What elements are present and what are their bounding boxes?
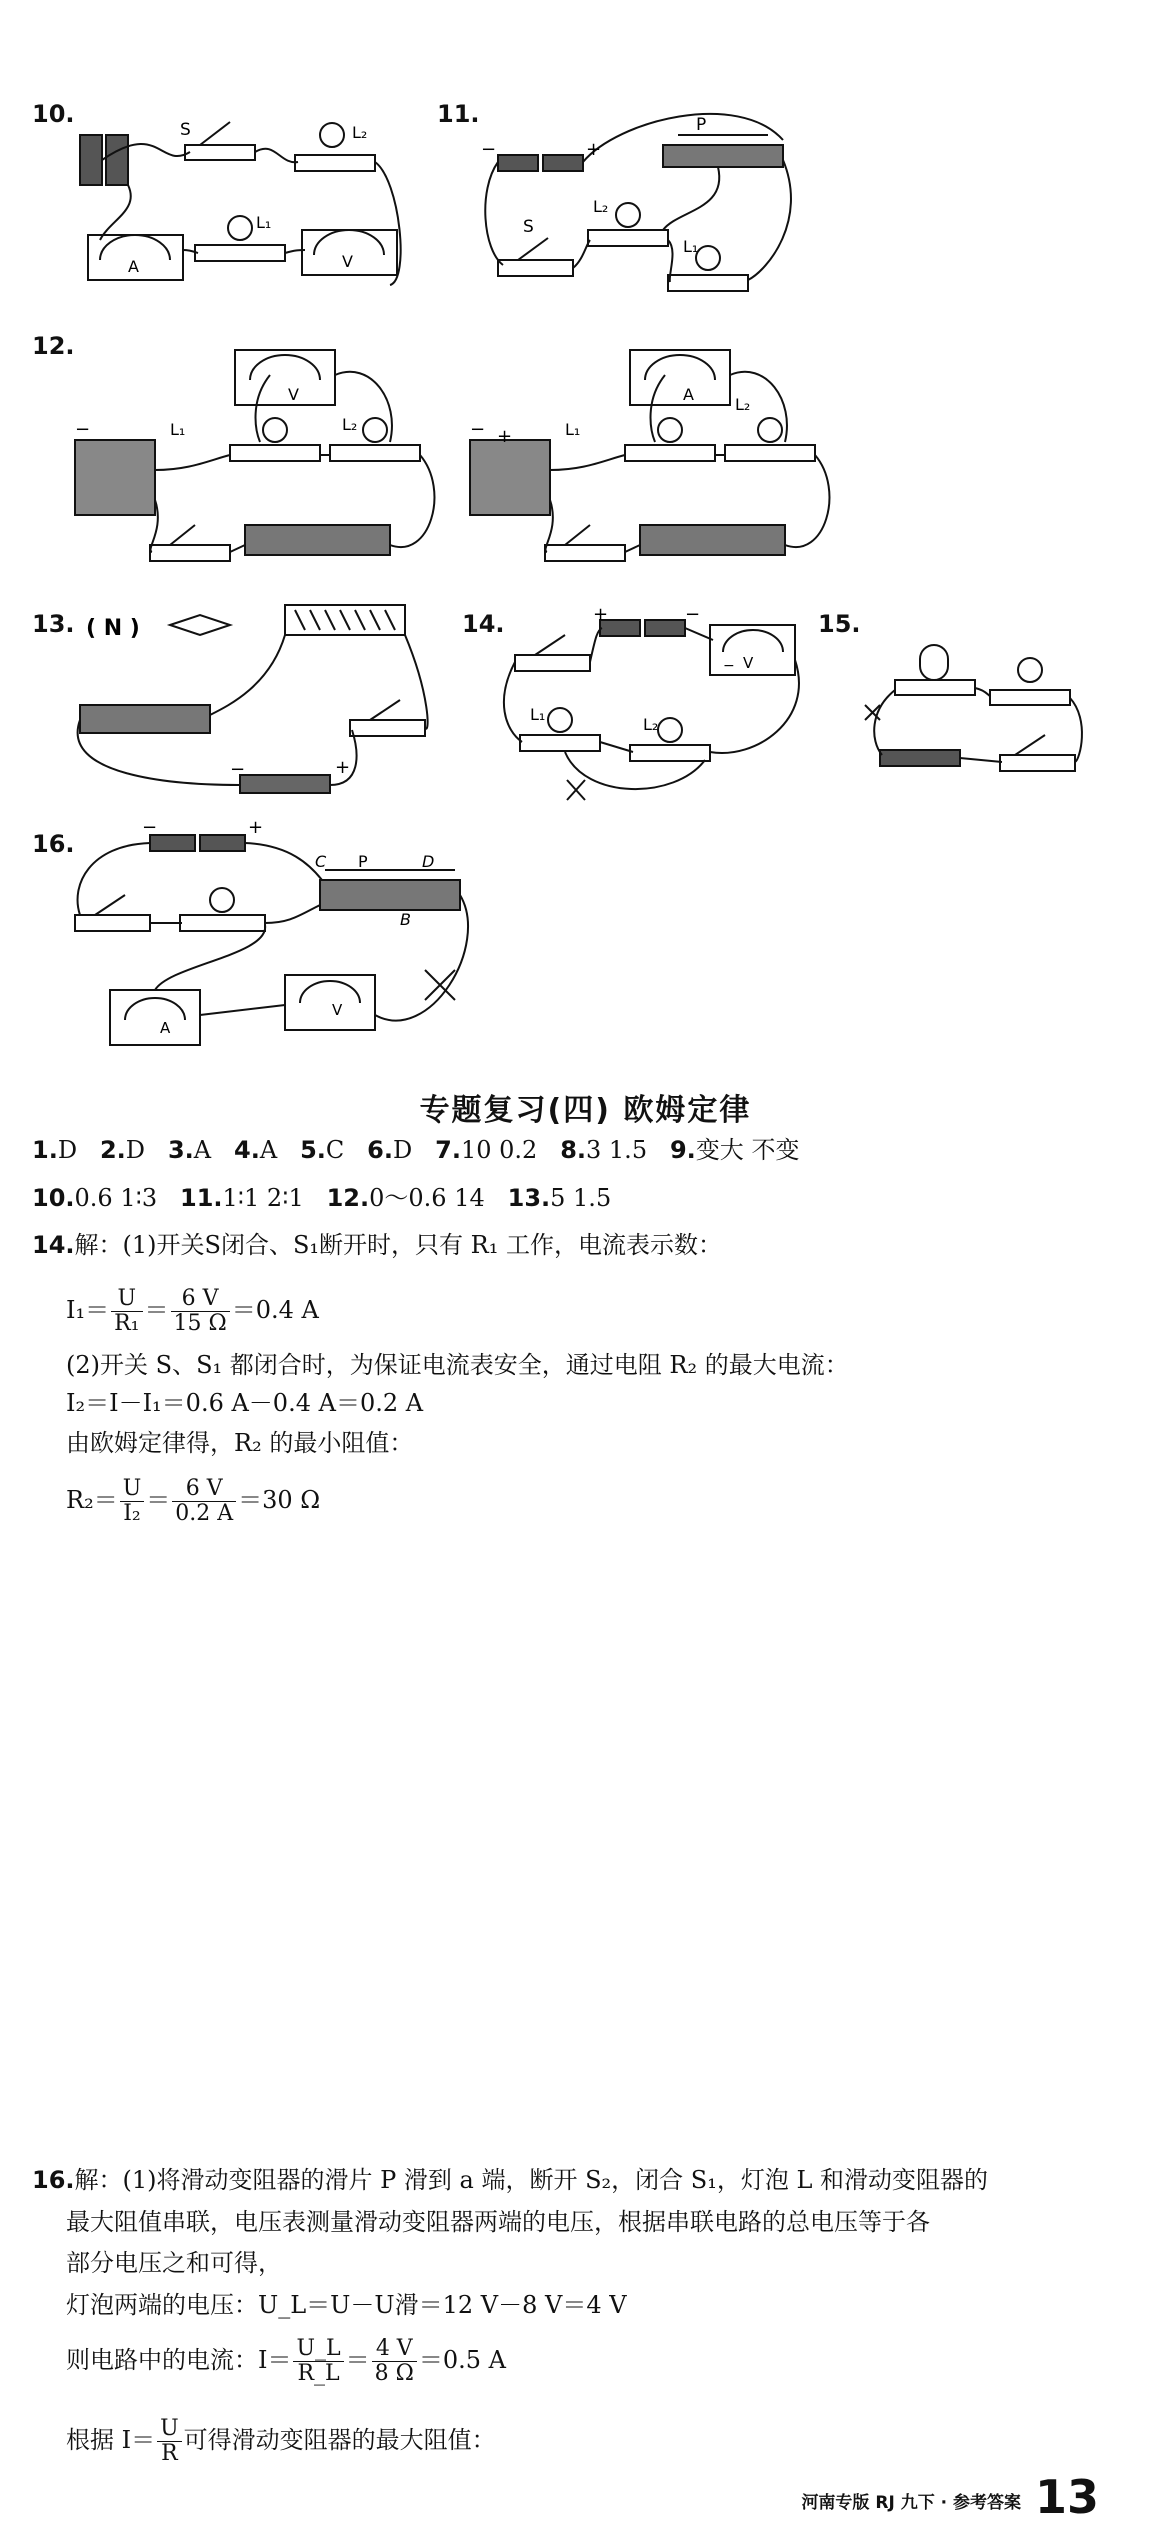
q14-line-4: I₂＝I－I₁＝0.6 A－0.4 A＝0.2 A	[66, 1389, 424, 1417]
q14-line-5: 由欧姆定律得，R₂ 的最小阻值：	[66, 1429, 414, 1457]
svg-text:B: B	[400, 910, 411, 929]
svg-text:C: C	[315, 852, 327, 871]
svg-text:L₂: L₂	[735, 395, 751, 414]
svg-text:P: P	[696, 115, 707, 135]
q14-line-6: R₂＝ $\frac{U}{\text{I₂}}$ ＝ $\frac{6 V}{0.2 A}$ ＝30 Ω	[66, 1476, 321, 1526]
q14-line-2: I₁＝ $\frac{U}{\text{R₁}}$ ＝ $\frac{6 V}{15 \Omega}$ ＝0.4 A	[66, 1286, 319, 1336]
circuit-figure-13	[70, 595, 450, 805]
svg-text:+: +	[335, 757, 351, 778]
q14-line-1: 14.解：(1)开关S闭合、S₁断开时，只有 R₁ 工作，电流表示数：	[32, 1231, 722, 1259]
svg-text:L₁: L₁	[530, 705, 546, 724]
q16-line-3: 部分电压之和可得，	[66, 2249, 282, 2277]
svg-text:V: V	[743, 654, 754, 672]
label-V: V	[342, 252, 353, 271]
svg-text:L₂: L₂	[593, 197, 609, 216]
section-title: 专题复习(四) 欧姆定律	[419, 1093, 752, 1128]
q13-label: 13.	[32, 610, 75, 638]
svg-text:−: −	[723, 658, 735, 674]
q10-label: 10.	[32, 100, 75, 128]
svg-text:+: +	[586, 139, 602, 160]
circuit-figure-11	[478, 100, 818, 310]
svg-text:L₂: L₂	[342, 415, 358, 434]
svg-text:L₁: L₁	[683, 237, 699, 256]
q14-line-3: (2)开关 S、S₁ 都闭合时，为保证电流表安全，通过电阻 R₂ 的最大电流：	[66, 1351, 849, 1379]
svg-text:+: +	[497, 426, 513, 447]
svg-text:−: −	[230, 759, 246, 780]
label-N: ( N )	[86, 616, 140, 641]
svg-text:A: A	[160, 1019, 171, 1037]
q12-label: 12.	[32, 332, 75, 360]
circuit-figure-14	[495, 600, 805, 820]
label-L1: L₁	[256, 213, 272, 232]
label-S: S	[180, 120, 191, 140]
svg-text:A: A	[683, 385, 694, 404]
svg-text:V: V	[332, 1001, 343, 1019]
q16-line-5: 则电路中的电流：I＝ $\frac{U\_L}{R\_L}$ ＝ $\frac{4 V}{8 \Omega}$ ＝0.5 A	[66, 2336, 507, 2386]
page-number: 13	[1034, 2470, 1099, 2524]
svg-text:L₁: L₁	[170, 420, 186, 439]
q14-label: 14.	[462, 610, 505, 638]
svg-text:+: +	[248, 817, 264, 838]
svg-text:+: +	[593, 604, 609, 625]
svg-text:−: −	[481, 139, 497, 160]
svg-text:P: P	[358, 852, 368, 871]
answers-row-1: 1.D 2.D 3.A 4.A 5.C 6.D 7.10 0.2 8.3 1.5 9.变大 不变	[32, 1136, 800, 1164]
q11-label: 11.	[437, 100, 480, 128]
circuit-figure-10	[70, 100, 410, 315]
label-L2: L₂	[352, 123, 368, 142]
svg-text:−: −	[685, 604, 701, 625]
q16-label: 16.	[32, 830, 75, 858]
answers-row-2: 10.0.6 1∶3 11.1∶1 2∶1 12.0～0.6 14 13.5 1.5	[32, 1184, 612, 1212]
svg-text:−: −	[142, 817, 158, 838]
svg-text:L₁: L₁	[565, 420, 581, 439]
svg-text:S: S	[523, 217, 534, 237]
q16-line-4: 灯泡两端的电压：U_L＝U－U滑＝12 V－8 V＝4 V	[66, 2291, 627, 2319]
svg-text:L₂: L₂	[643, 715, 659, 734]
q15-label: 15.	[818, 610, 861, 638]
footer-text: 河南专版 RJ 九下 · 参考答案	[801, 2493, 1021, 2513]
label-A: A	[128, 257, 139, 276]
q16-line-6: 根据 I＝ $\frac{U}{R}$ 可得滑动变阻器的最大阻值：	[66, 2416, 496, 2466]
svg-text:V: V	[288, 385, 299, 404]
svg-text:−: −	[75, 419, 91, 440]
svg-text:−: −	[470, 419, 486, 440]
circuit-figure-15	[850, 610, 1090, 785]
q16-line-1: 16.解：(1)将滑动变阻器的滑片 P 滑到 a 端，断开 S₂，闭合 S₁，灯泡 L 和滑动变阻器的	[32, 2166, 989, 2194]
circuit-figure-16	[70, 815, 500, 1070]
svg-text:D: D	[422, 852, 435, 871]
q16-line-2: 最大阻值串联，电压表测量滑动变阻器两端的电压，根据串联电路的总电压等于各	[66, 2208, 930, 2236]
circuit-figure-12	[70, 330, 840, 590]
